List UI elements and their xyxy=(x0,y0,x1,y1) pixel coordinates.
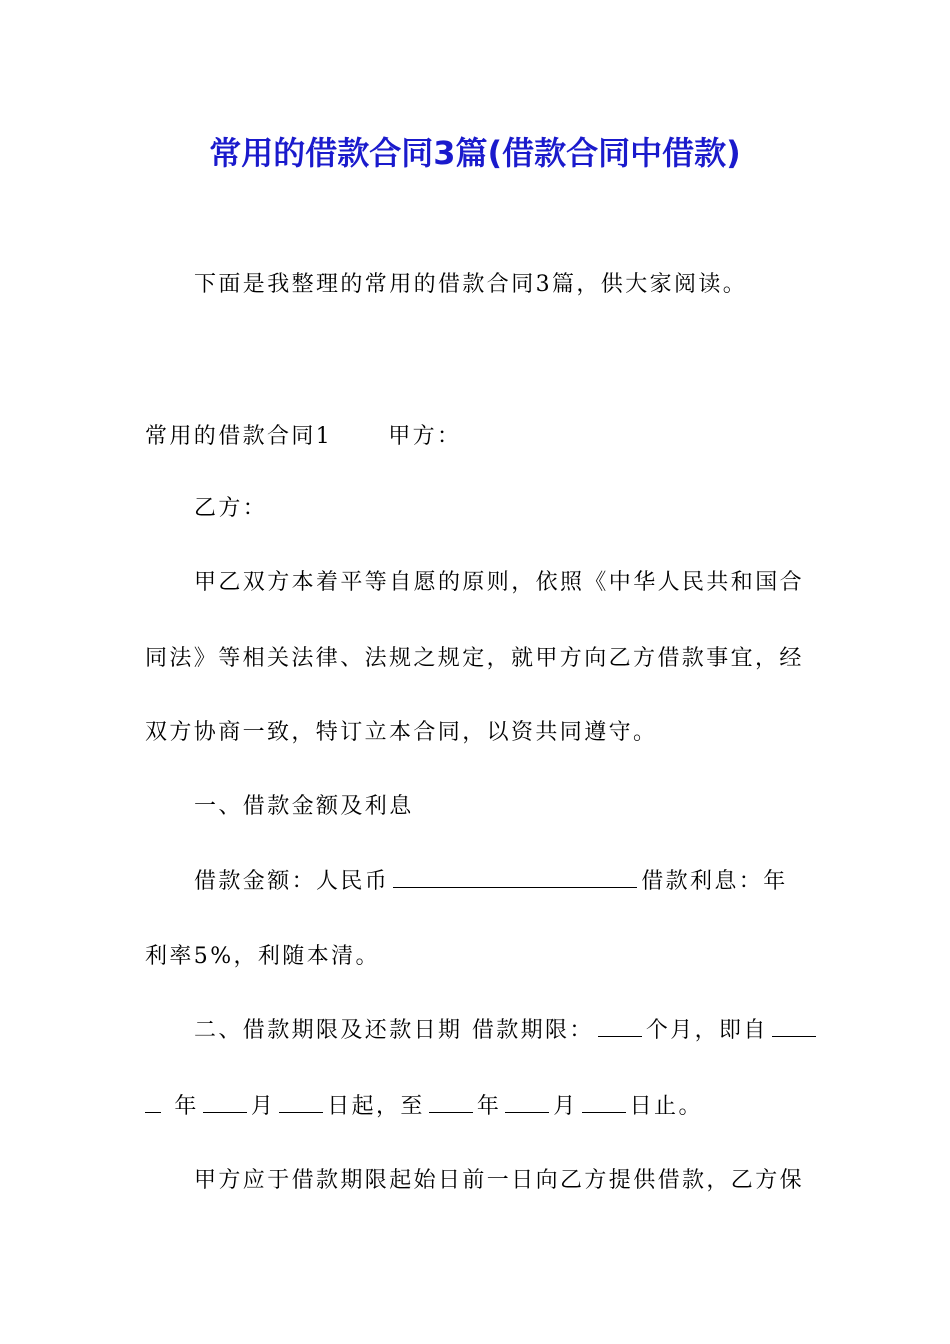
party-a-label: 甲方： xyxy=(388,424,462,449)
clause-2-heading: 二、借款期限及还款日期 xyxy=(194,1018,463,1043)
start-day-blank xyxy=(279,1090,323,1113)
end-month-label: 月 xyxy=(553,1094,578,1119)
date-range-line xyxy=(145,1090,703,1124)
loan-amount-line xyxy=(194,865,788,899)
end-year-label: 年 xyxy=(476,1094,502,1119)
interest-label: 借款利息：年 xyxy=(641,869,788,894)
document-title: 常用的借款合同3篇(借款合同中借款) xyxy=(209,134,741,172)
party-b-label: 乙方： xyxy=(194,496,268,521)
clause-1-heading: 一、借款金额及利息 xyxy=(194,794,414,819)
end-month-blank xyxy=(505,1090,549,1113)
amount-label: 借款金额：人民币 xyxy=(194,869,390,894)
day-from-text: 日起，至 xyxy=(327,1094,425,1119)
term-label: 借款期限： xyxy=(471,1018,594,1043)
start-year-blank xyxy=(772,1014,816,1037)
amount-blank xyxy=(393,865,637,888)
section-heading: 常用的借款合同1 xyxy=(145,424,333,449)
end-year-blank xyxy=(429,1090,473,1113)
start-year-blank-cont xyxy=(145,1090,161,1113)
supply-paragraph: 甲方应于借款期限起始日前一日向乙方提供借款，乙方保 xyxy=(194,1168,805,1193)
months-from-text: 个月，即自 xyxy=(645,1018,768,1043)
day-end-text: 日止。 xyxy=(629,1094,703,1119)
preamble-line-1: 甲乙双方本着平等自愿的原则，依照《中华人民共和国合 xyxy=(194,570,805,595)
month-label: 月 xyxy=(250,1094,276,1119)
end-day-blank xyxy=(582,1090,626,1113)
clause-2-line xyxy=(194,1014,816,1048)
months-blank xyxy=(598,1014,642,1037)
preamble-line-2: 同法》等相关法律、法规之规定，就甲方向乙方借款事宜，经 xyxy=(145,646,804,671)
interest-rate-line: 利率5%，利随本清。 xyxy=(145,944,380,969)
start-month-blank xyxy=(203,1090,247,1113)
preamble-line-3: 双方协商一致，特订立本合同，以资共同遵守。 xyxy=(145,720,658,745)
intro-paragraph: 下面是我整理的常用的借款合同3篇，供大家阅读。 xyxy=(194,272,748,297)
year-label: 年 xyxy=(174,1094,199,1119)
section-1-line xyxy=(145,420,461,454)
